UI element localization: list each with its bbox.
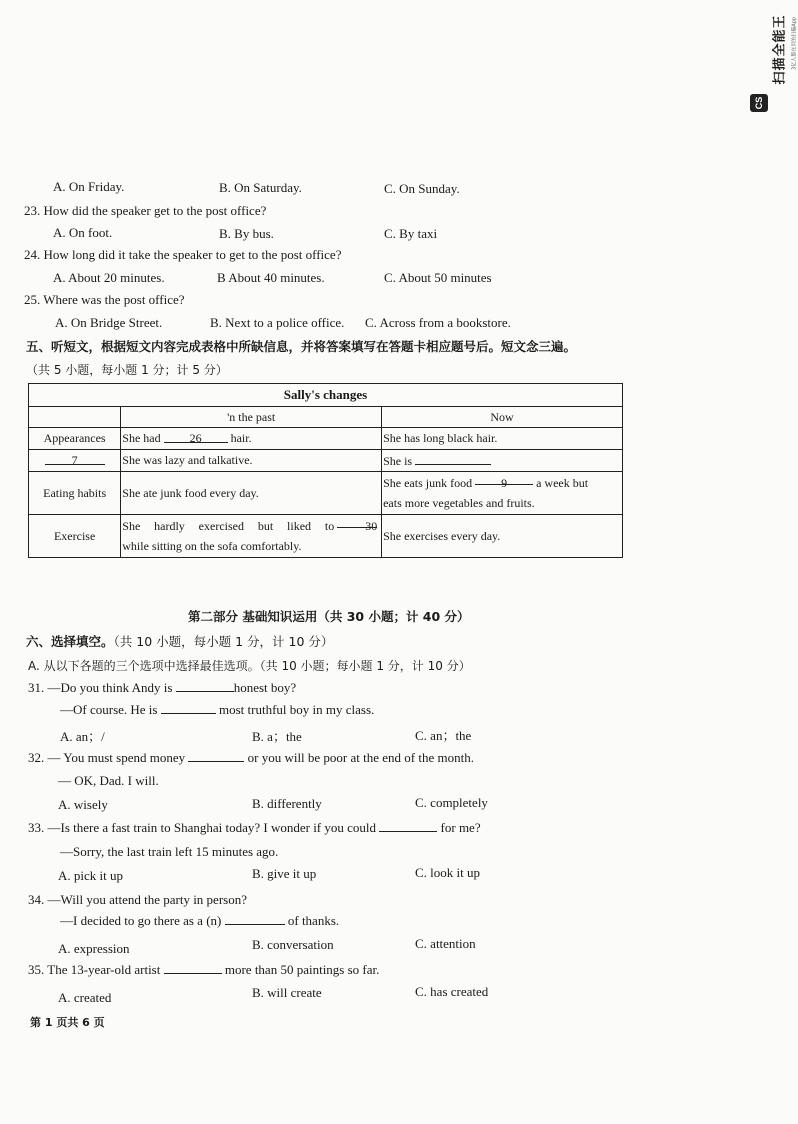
- q34-blank: [225, 913, 285, 925]
- section6-title-tail: （共 10 小题，每小题 1 分，计 10 分）: [113, 634, 334, 649]
- now-text: She is: [383, 453, 413, 468]
- q32-option-c: C. completely: [415, 795, 488, 810]
- q31-blank-1: [176, 680, 234, 692]
- now-text: She eats junk food: [383, 476, 473, 490]
- q31-text: —Of course. He is: [60, 702, 158, 717]
- row-now-appearances: She has long black hair.: [382, 428, 623, 450]
- q33-text: 33. —Is there a fast train to Shanghai today? I wonder if you could: [28, 820, 377, 835]
- q32-option-b: B. differently: [252, 796, 322, 811]
- q22-option-c: C. On Sunday.: [384, 181, 460, 196]
- scanner-logo-icon: CS: [750, 94, 768, 112]
- watermark-tagline: 3亿人都在用的扫描App: [791, 17, 798, 70]
- row-now-personality: [382, 450, 623, 472]
- q33-text-tail: for me?: [440, 820, 481, 835]
- q31-text: 31. —Do you think Andy is: [28, 680, 173, 695]
- now-text-tail: a week but: [536, 476, 589, 490]
- past-text: She hardly exercised but liked to: [122, 519, 335, 533]
- q25-option-a: A. On Bridge Street.: [55, 315, 163, 330]
- q33-option-c: C. look it up: [415, 865, 481, 880]
- q35-option-a: A. created: [58, 990, 112, 1005]
- q24-option-b: B About 40 minutes.: [217, 270, 325, 285]
- q35-option-b: B. will create: [252, 985, 322, 1000]
- q34-option-b: B. conversation: [252, 937, 334, 952]
- row-label-exercise: Exercise: [29, 515, 121, 558]
- row-now-eating: [382, 472, 623, 515]
- q32-blank: [188, 750, 244, 762]
- row-past-exercise: [121, 515, 382, 558]
- answer-blank-7: 7: [45, 453, 105, 465]
- q23-option-b: B. By bus.: [219, 226, 274, 241]
- row-label-eating: Eating habits: [29, 472, 121, 515]
- row-now-exercise: She exercises every day.: [382, 515, 623, 558]
- q25-stem: 25. Where was the post office?: [24, 292, 185, 307]
- q35-text-tail: more than 50 paintings so far.: [224, 962, 380, 977]
- q22-option-a: A. On Friday.: [53, 179, 125, 194]
- row-past-eating: She ate junk food every day.: [121, 472, 382, 515]
- q35-line1: [28, 962, 379, 978]
- q34-option-a: A. expression: [58, 941, 130, 956]
- q25-option-c: C. Across from a bookstore.: [365, 315, 511, 330]
- part2-title: 第二部分 基础知识运用（共 30 小题；计 40 分）: [188, 609, 470, 624]
- answer-blank-30: 30: [337, 516, 377, 528]
- section6-title-main: 六、选择填空。: [26, 634, 114, 649]
- table-title: Sally's changes: [29, 384, 623, 407]
- table-header-now: Now: [382, 407, 623, 428]
- q34-option-c: C. attention: [415, 936, 476, 951]
- q32-text: 32. — You must spend money: [28, 750, 186, 765]
- q33-option-a: A. pick it up: [58, 868, 123, 883]
- answer-blank-26: 26: [164, 431, 228, 443]
- q24-option-a: A. About 20 minutes.: [53, 270, 165, 285]
- q31-option-a: A. an；/: [60, 729, 105, 744]
- q33-option-b: B. give it up: [252, 866, 317, 881]
- section6-subtitle: A. 从以下各题的三个选项中选择最佳选项。（共 10 小题；每小题 1 分，计 10 分）: [28, 659, 471, 673]
- q35-option-c: C. has created: [415, 984, 489, 999]
- q25-option-b: B. Next to a police office.: [210, 315, 345, 330]
- row-past-personality: She was lazy and talkative.: [121, 450, 382, 472]
- q33-blank: [379, 820, 437, 832]
- sally-changes-table: [28, 383, 623, 558]
- scanner-watermark: [748, 12, 798, 112]
- past-text-line2: while sitting on the sofa comfortably.: [122, 539, 302, 553]
- q34-text: —I decided to go there as a (n): [60, 913, 222, 928]
- q34-line2: [60, 913, 339, 929]
- q35-text: 35. The 13-year-old artist: [28, 962, 161, 977]
- q31-option-c: C. an；the: [415, 728, 472, 743]
- q24-option-c: C. About 50 minutes: [384, 270, 492, 285]
- q33-line1: [28, 820, 481, 836]
- now-text-line2: eats more vegetables and fruits.: [383, 496, 535, 510]
- q34-line1: 34. —Will you attend the party in person?: [28, 892, 247, 907]
- section6-title: [26, 632, 333, 650]
- section5-title: 五、听短文，根据短文内容完成表格中所缺信息，并将答案填写在答题卡相应题号后。短文念三遍。: [26, 339, 577, 354]
- row-label-appearances: Appearances: [29, 428, 121, 450]
- page-footer: 第 1 页共 6 页: [30, 1016, 105, 1029]
- q31-text-tail: honest boy?: [233, 680, 297, 695]
- q35-blank: [164, 962, 222, 974]
- row-past-appearances: [121, 428, 382, 450]
- q23-stem: 23. How did the speaker get to the post office?: [24, 203, 267, 218]
- q31-line2: [60, 702, 374, 718]
- section5-subtitle: （共 5 小题，每小题 1 分；计 5 分）: [26, 363, 228, 377]
- answer-blank-9: 9: [475, 473, 533, 485]
- q32-text-tail: or you will be poor at the end of the month.: [247, 750, 474, 765]
- q32-line2: — OK, Dad. I will.: [58, 773, 159, 788]
- answer-blank-8: [415, 453, 491, 465]
- table-header-blank: [29, 407, 121, 428]
- past-text-tail: hair.: [230, 431, 252, 445]
- table-row: [29, 515, 623, 558]
- q22-option-b: B. On Saturday.: [219, 180, 302, 195]
- past-text: She had: [122, 431, 161, 445]
- q34-text-tail: of thanks.: [287, 913, 340, 928]
- row-label-blank: [29, 450, 121, 472]
- watermark-name: 扫描全能王: [772, 14, 788, 85]
- q31-option-b: B. a；the: [252, 729, 302, 744]
- q33-line2: —Sorry, the last train left 15 minutes ago.: [60, 844, 279, 859]
- table-header-past: 'n the past: [121, 407, 382, 428]
- q31-text-tail: most truthful boy in my class.: [218, 702, 375, 717]
- table-row: [29, 450, 623, 472]
- table-row: [29, 428, 623, 450]
- q32-option-a: A. wisely: [58, 797, 108, 812]
- q31-blank-2: [161, 702, 216, 714]
- q31-line1: [28, 680, 296, 696]
- q24-stem: 24. How long did it take the speaker to get to the post office?: [24, 247, 342, 262]
- table-row: [29, 472, 623, 515]
- q23-option-c: C. By taxi: [384, 226, 438, 241]
- q32-line1: [28, 750, 474, 766]
- q23-option-a: A. On foot.: [53, 225, 113, 240]
